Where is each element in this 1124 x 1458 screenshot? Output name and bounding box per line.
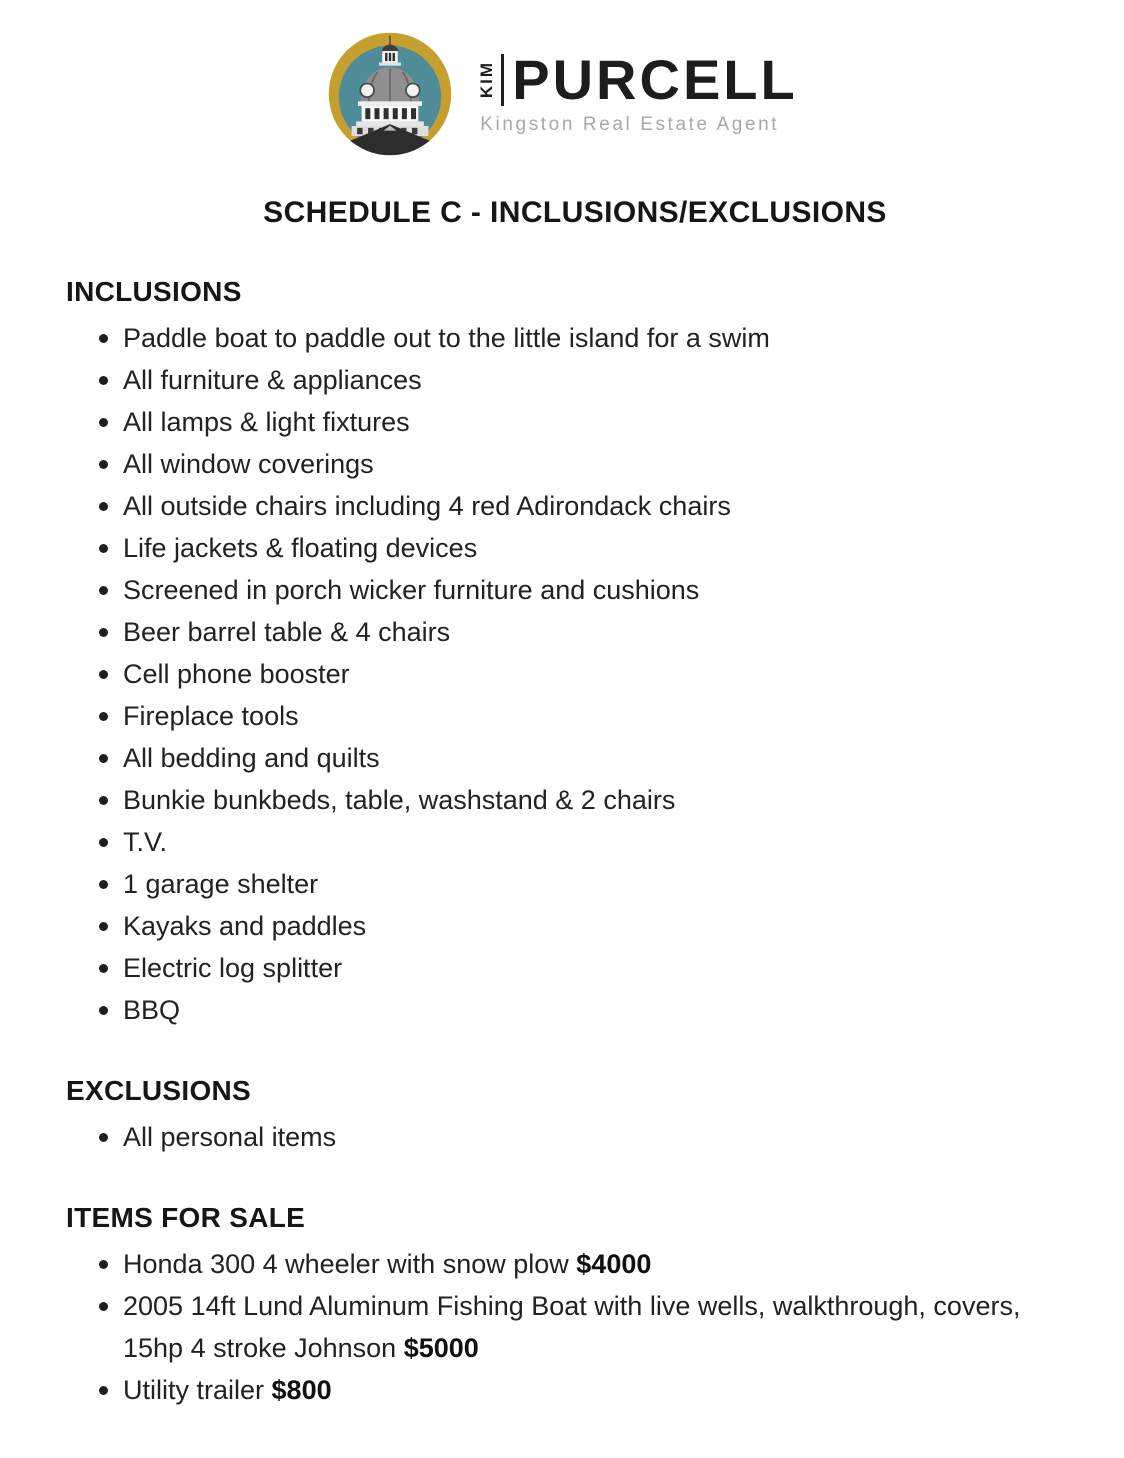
list-item-text: All personal items [123,1122,337,1152]
list-item-text: BBQ [123,995,181,1025]
list-item-text: Fireplace tools [123,701,299,731]
list-item [66,401,1084,443]
list-item [66,779,1084,821]
list-item-text: Kayaks and paddles [123,911,367,941]
price-value: $5000 [403,1333,479,1363]
bullet-list [66,1116,1084,1158]
list-item [66,989,1084,1031]
list-item [66,569,1084,611]
list-item-text: Electric log splitter [123,953,343,983]
list-item [66,905,1084,947]
section-inclusions [66,276,1084,1031]
list-item [66,1243,1084,1285]
list-item-text: 1 garage shelter [123,869,319,899]
list-item-text: Cell phone booster [123,659,350,689]
bullet-list [66,1243,1084,1411]
list-item [66,359,1084,401]
logo-purcell-text: PURCELL [512,48,798,111]
price-value: $4000 [576,1249,652,1279]
bullet-list [66,317,1084,1031]
list-item [66,695,1084,737]
list-item-text: All window coverings [123,449,374,479]
list-item-text: T.V. [123,827,168,857]
logo-tagline: Kingston Real Estate Agent [480,114,780,135]
list-item-text: All bedding and quilts [123,743,380,773]
logo-name-row [477,48,798,111]
brand-logo [66,30,1058,158]
price-value: $800 [271,1375,332,1405]
logo-text-block [477,48,798,136]
logo-divider-bar [501,54,504,106]
section-heading-exclusions: EXCLUSIONS [66,1075,252,1106]
list-item [66,1369,1084,1411]
list-item-text: Life jackets & floating devices [123,533,478,563]
list-item [66,821,1084,863]
list-item-text: All furniture & appliances [123,365,422,395]
logo-kim-text: KIM [477,61,497,99]
list-item-text: Honda 300 4 wheeler with snow plow [123,1249,569,1279]
list-item-text: Beer barrel table & 4 chairs [123,617,451,647]
list-item-text: 2005 14ft Lund Aluminum Fishing Boat with live wells, walkthrough, covers, 15hp 4 stroke Johnson [123,1291,1021,1363]
document-sections [66,276,1084,1411]
city-hall-emblem-icon [326,30,454,158]
list-item [66,653,1084,695]
list-item [66,485,1084,527]
list-item-text: Bunkie bunkbeds, table, washstand & 2 chairs [123,785,676,815]
list-item-text: Paddle boat to paddle out to the little island for a swim [123,323,770,353]
list-item [66,863,1084,905]
list-item [66,317,1084,359]
section-heading-items-for-sale: ITEMS FOR SALE [66,1202,306,1233]
list-item-text: Screened in porch wicker furniture and cushions [123,575,700,605]
list-item [66,443,1084,485]
section-items-for-sale [66,1202,1084,1411]
list-item-text: All lamps & light fixtures [123,407,410,437]
list-item [66,527,1084,569]
list-item-text: All outside chairs including 4 red Adirondack chairs [123,491,731,521]
page-title: SCHEDULE C - INCLUSIONS/EXCLUSIONS [263,196,887,229]
list-item-text: Utility trailer [123,1375,265,1405]
list-item [66,737,1084,779]
list-item [66,1116,1084,1158]
list-item [66,1285,1084,1369]
section-exclusions [66,1075,1084,1158]
list-item [66,947,1084,989]
section-heading-inclusions: INCLUSIONS [66,276,242,307]
list-item [66,611,1084,653]
